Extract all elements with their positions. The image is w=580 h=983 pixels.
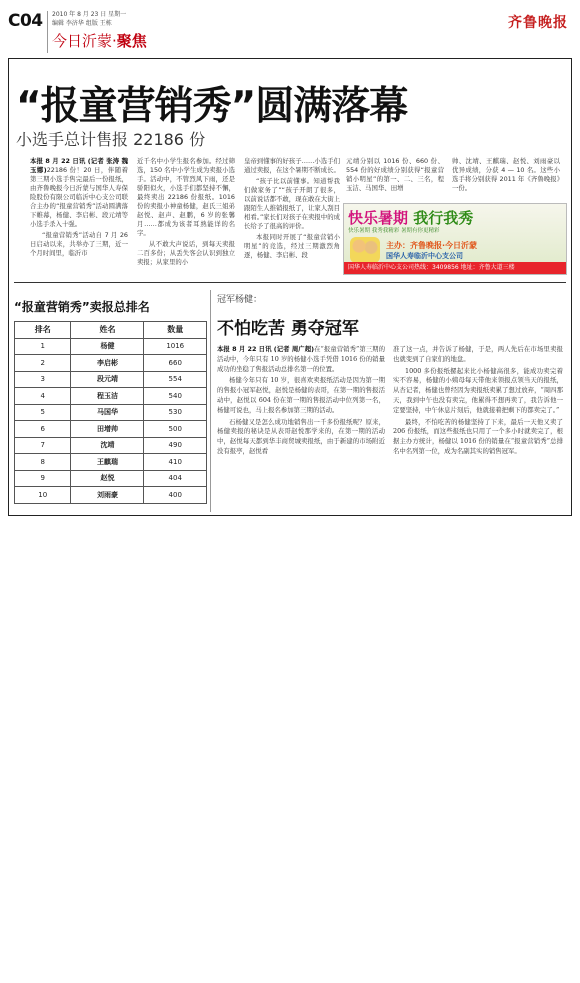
count-cell: 660 [144,355,207,372]
column-divider [210,290,211,512]
ranking-title: “报童营销秀”卖报总排名 [14,300,150,314]
section-prefix: 今日沂蒙· [52,32,117,50]
article-paragraph: 皇帝到懂事的好孩子……小选手们通过卖报，在这个暑期不断成长。 [244,157,340,174]
article-column-1 [30,157,128,272]
champion-paragraph: 准了这一点，并告诉了杨健，于是，两人先后在市场里卖报也就变到了自家们的地盘。 [393,345,563,363]
editor-line: 编辑 李济华 组版 王栋 [52,20,112,27]
article-paragraph: 帅、沈靖、王麒瑞、赵悦、刘雨豪以优异成绩，分获 4 — 10 名。这些小选手将分别获得 2011 年《齐鲁晚报》一份。 [452,157,560,192]
ranking-row [15,371,207,388]
page-number: C04 [8,11,43,31]
page-header [6,8,574,56]
count-cell: 1016 [144,338,207,355]
newspaper-logo: 齐鲁晚报 [508,15,568,31]
rank-cell: 8 [15,454,71,471]
date-line: 2010 年 8 月 23 日 星期一 [52,11,127,18]
ranking-header-row [15,322,207,339]
name-cell: 程玉洁 [71,388,144,405]
article-paragraph: 元靖分别以 1016 份、660 份、554 份的好成绩分别获得“报童营销小明星”的第一、二、三名，程玉洁、马国华、田增 [346,157,444,192]
section-title [52,30,147,51]
champion-paragraph: 本报 8 月 22 日讯 (记者 周广超)在“报童营销秀”第三期的活动中，今年只有 10 岁的杨健小选手凭借 1016 份的销量成功的坐稳了售报活动总排名第一的位置。 [217,345,385,373]
name-cell: 段元靖 [71,371,144,388]
article-column-4 [346,157,444,201]
name-cell: 王麒瑞 [71,454,144,471]
ranking-table [14,321,207,504]
children-photo [350,237,380,263]
section-name: 聚焦 [116,32,147,50]
champion-column-1 [217,345,385,459]
banner-tagline: 快乐暑期 我秀我精彩 暑期有你更精彩 [348,228,440,234]
ranking-row [15,388,207,405]
article-column-5 [452,157,560,201]
champion-kicker: 冠军杨健： [217,295,263,305]
name-cell: 田增帅 [71,421,144,438]
article-paragraph: 本报同时开展了“报童营销小明星”的竞选，经过三期激烈角逐，杨健、李启彬、段 [244,233,340,259]
rank-cell: 2 [15,355,71,372]
count-cell: 490 [144,437,207,454]
article-subhead: 小选手总计售报 22186 份 [16,130,206,149]
champion-title: 不怕吃苦 勇夺冠军 [217,319,359,339]
count-header: 数量 [144,322,207,339]
count-cell: 500 [144,421,207,438]
ranking-row [15,355,207,372]
rank-cell: 3 [15,371,71,388]
article-paragraph: 本报 8 月 22 日讯 (记者 张涛 魏玉娜)22186 份！20 日，伴随着第三期小选手售完最后一份报纸，由齐鲁晚报今日沂蒙与国华人寿保险股份有限公司临沂中心支公司联合主办的“报童营销秀”活动圆满落下帷幕，杨健、李启彬、段元靖等小选手杀入十强。 [30,157,128,228]
ranking-row [15,421,207,438]
article-headline: “报童营销秀”圆满落幕 [16,84,408,129]
champion-paragraph: 1000 多份报纸摞起来比小杨健高很多，能成功卖完着实不容易，杨健的小姨母每天带他来领报点领当天的报纸，从杏记者，杨健也曾经因为卖报纸卖累了想过放弃，“周四那天，我到中午也没有卖完，他累得不想再卖了，我告诉他一定要坚持，中午休息片刻后，他就接着把剩下的都卖完了。” [393,366,563,414]
rank-cell: 10 [15,487,71,504]
ranking-row [15,470,207,487]
name-cell: 马国华 [71,404,144,421]
header-divider [47,11,48,53]
rank-cell: 6 [15,421,71,438]
champion-lead-label: 本报 8 月 22 日讯 (记者 周广超) [217,345,315,353]
article-paragraph: “报童营销秀”活动自 7 月 26 日启动以来，共举办了三期，近一个月时间里，临沂市 [30,231,128,257]
name-cell: 赵悦 [71,470,144,487]
name-cell: 杨健 [71,338,144,355]
champion-paragraph: 石杨健又是怎么成功地销售出一千多份报纸呢？原来，杨健卖报的秘诀是从表哥赵悦那学来的，在第一期的活动中，赵悦每天都到华丰商贸城卖报纸，由于新建的市场附近没有报亭，赵悦看 [217,417,385,455]
name-cell: 沈靖 [71,437,144,454]
champion-paragraph: 杨健今年只有 10 岁，很喜欢卖报纸活动是因为第一期的售报小冠军赵悦，赵悦是杨健的表哥，在第一期的售报活动中，赵悦以 604 份在第一期的售报活动中位列第一名，杨健可说也，马上报名参加第三期的活动。 [217,376,385,414]
article-paragraph: “孩子比以前懂事。知道帮我们做家务了”“孩子开朗了很多，以前说话都不敢，现在敢在大街上跟陌生人推销报纸了，让家人刮目相看。”家长们对孩子在卖报中的成长给予了很高的评价。 [244,177,340,230]
champion-column-2 [393,345,563,459]
banner-title: 快乐暑期 我行我秀 [348,209,474,227]
banner-sponsor: 国华人寿临沂中心支公司 [386,252,463,260]
banner-footer: 国华人寿临沂中心支公司热线：3409856 地址：齐鲁大道三楼 [344,262,566,274]
ranking-row [15,437,207,454]
name-cell: 刘雨豪 [71,487,144,504]
rank-header: 排名 [15,322,71,339]
section-divider [14,282,566,283]
rank-cell: 7 [15,437,71,454]
article-column-3 [244,157,340,272]
name-header: 姓名 [71,322,144,339]
rank-cell: 1 [15,338,71,355]
champion-paragraph: 最终，不怕吃苦的杨健坚持了下来，最后一天他又卖了 206 份报纸，而这些报纸也只用了一个多小时就卖完了，根据主办方统计，杨健以 1016 份的销量在“报童营销秀”总排名中名列第一位，成为名副其实的销售冠军。 [393,417,563,455]
article-lead-label: 本报 8 月 22 日讯 (记者 张涛 魏玉娜) [30,157,128,174]
article-column-2 [137,157,235,272]
article-paragraph: 近千名中小学生报名参加。经过筛选，150 名中小学生成为卖报小选手。活动中，不管烈风下雨，还是骄阳似火，小选手们都坚持不懈，最终卖出 22186 份报纸。1016 份的卖报小神童杨健，赵氏三姐弟赵悦、赵声、赵鹏，6 岁的张馨月……都成为该者耳熟能详的名字。 [137,157,235,237]
count-cell: 410 [144,454,207,471]
ranking-row [15,487,207,504]
rank-cell: 9 [15,470,71,487]
rank-cell: 4 [15,388,71,405]
banner-organizer: 主办：齐鲁晚报·今日沂蒙 [386,241,478,250]
count-cell: 400 [144,487,207,504]
article-paragraph: 从不敢大声说话，到每天卖报二百多份；从丢失客会认识到独立卖报；从家里的小 [137,240,235,266]
ranking-row [15,338,207,355]
rank-cell: 5 [15,404,71,421]
event-banner [343,203,567,275]
ranking-row [15,454,207,471]
count-cell: 540 [144,388,207,405]
count-cell: 530 [144,404,207,421]
ranking-row [15,404,207,421]
name-cell: 李启彬 [71,355,144,372]
count-cell: 554 [144,371,207,388]
count-cell: 404 [144,470,207,487]
